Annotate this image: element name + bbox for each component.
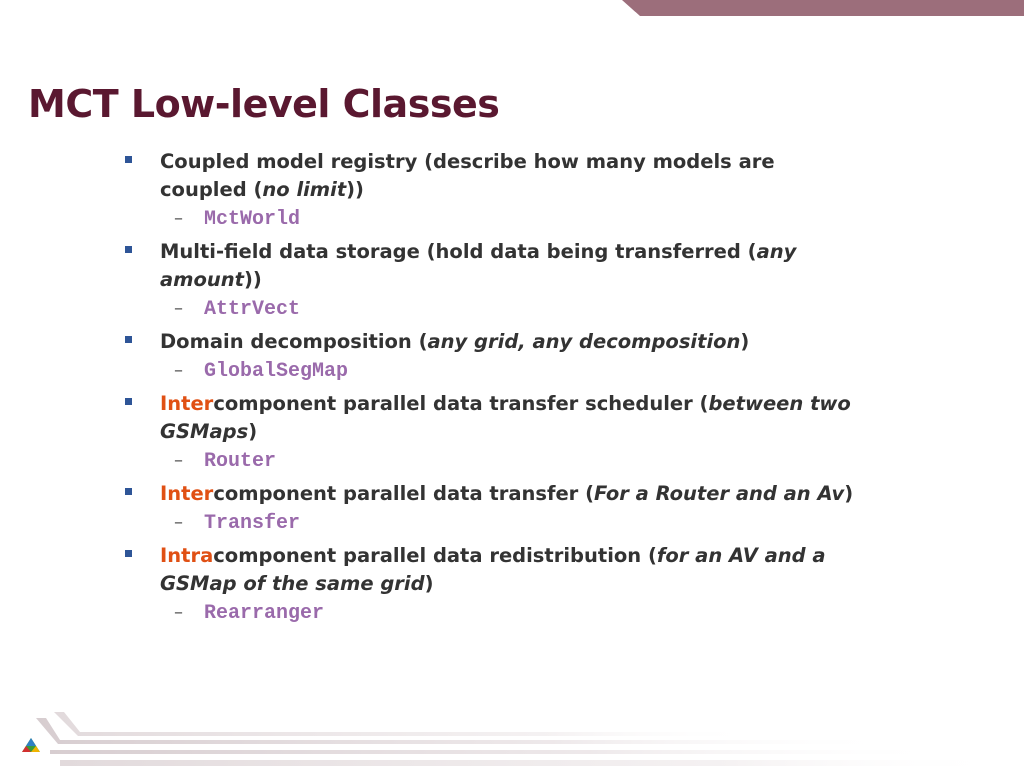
dash-bullet-icon: – bbox=[174, 298, 183, 319]
tri-color-triangle-logo-icon bbox=[22, 738, 40, 752]
top-decorative-band bbox=[0, 0, 1024, 18]
slide-title: MCT Low-level Classes bbox=[28, 82, 500, 126]
bullet-text-end: ) bbox=[248, 420, 258, 443]
sub-item bbox=[122, 508, 862, 542]
square-bullet-icon bbox=[125, 488, 132, 495]
sub-item bbox=[122, 446, 862, 480]
bullet-text: component parallel data redistribution ( bbox=[213, 544, 657, 567]
bullet-text-end: ) bbox=[424, 572, 434, 595]
bullet-list bbox=[122, 148, 862, 632]
square-bullet-icon bbox=[125, 398, 132, 405]
bullet-text: Domain decomposition ( bbox=[160, 330, 428, 353]
bullet-text-end: ) bbox=[844, 482, 854, 505]
bullet-prefix: Intra bbox=[160, 544, 214, 567]
class-name: Transfer bbox=[204, 512, 301, 535]
bottom-decorative-swoosh bbox=[0, 700, 1024, 768]
sub-item bbox=[122, 204, 862, 238]
bullet-emphasis: between two GSMaps bbox=[160, 392, 851, 443]
bullet-emphasis: no limit bbox=[262, 178, 347, 201]
square-bullet-icon bbox=[125, 550, 132, 557]
square-bullet-icon bbox=[125, 246, 132, 253]
bullet-emphasis: For a Router and an Av bbox=[594, 482, 845, 505]
dash-bullet-icon: – bbox=[174, 450, 183, 471]
bullet-item bbox=[122, 148, 862, 204]
class-name: Rearranger bbox=[204, 602, 325, 625]
bullet-text: Coupled model registry (describe how many models are coupled ( bbox=[160, 150, 775, 201]
sub-item bbox=[122, 598, 862, 632]
bullet-emphasis: for an AV and a GSMap of the same grid bbox=[160, 544, 826, 595]
square-bullet-icon bbox=[125, 156, 132, 163]
bullet-text-end: )) bbox=[243, 268, 262, 291]
class-name: Router bbox=[204, 450, 277, 473]
dash-bullet-icon: – bbox=[174, 360, 183, 381]
dash-bullet-icon: – bbox=[174, 512, 183, 533]
bullet-prefix: Inter bbox=[160, 392, 214, 415]
square-bullet-icon bbox=[125, 336, 132, 343]
bullet-item bbox=[122, 390, 862, 446]
dash-bullet-icon: – bbox=[174, 602, 183, 623]
bullet-item bbox=[122, 542, 862, 598]
bullet-item bbox=[122, 238, 862, 294]
bullet-prefix: Inter bbox=[160, 482, 214, 505]
class-name: AttrVect bbox=[204, 298, 301, 321]
bullet-emphasis: any grid, any decomposition bbox=[427, 330, 741, 353]
sub-item bbox=[122, 356, 862, 390]
class-name: GlobalSegMap bbox=[204, 360, 349, 383]
sub-item bbox=[122, 294, 862, 328]
bullet-text: Multi-field data storage (hold data being transferred ( bbox=[160, 240, 757, 263]
bullet-item bbox=[122, 480, 862, 508]
bullet-text-end: ) bbox=[740, 330, 750, 353]
bullet-item bbox=[122, 328, 862, 356]
class-name: MctWorld bbox=[204, 208, 301, 231]
bullet-text: component parallel data transfer ( bbox=[213, 482, 595, 505]
bullet-emphasis: any amount bbox=[160, 240, 797, 291]
bullet-text-end: )) bbox=[346, 178, 364, 201]
bullet-text: component parallel data transfer scheduler ( bbox=[213, 392, 709, 415]
dash-bullet-icon: – bbox=[174, 208, 183, 229]
